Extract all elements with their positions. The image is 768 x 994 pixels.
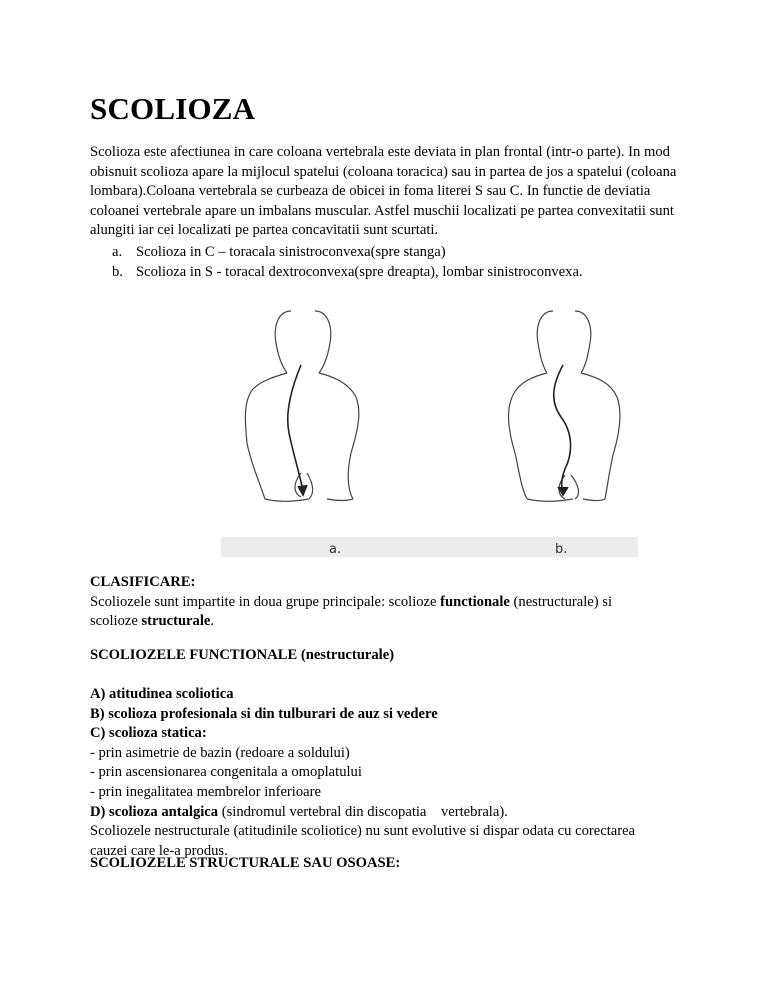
classification-line-2: scolioze structurale. — [90, 613, 215, 630]
item-c-sub: - prin inegalitatea membrelor inferioare — [90, 783, 321, 800]
structural-heading-block — [90, 854, 690, 874]
classification-line-1: Scoliozele sunt impartite in doua grupe principale: scolioze functionale (nestructurale) si — [90, 593, 613, 610]
item-d: D) scolioza antalgica (sindromul vertebral din discopatia vertebrala). — [90, 803, 508, 820]
item-a: A) atitudinea scoliotica — [90, 686, 234, 702]
classification-section — [90, 573, 690, 632]
list-item — [112, 263, 583, 283]
page-title: SCOLIOZA — [90, 91, 256, 126]
functional-list — [90, 685, 690, 861]
scoliosis-types-list — [112, 243, 583, 282]
list-item-label: b. — [112, 263, 123, 280]
list-item-text: Scolioza in C – toracala sinistroconvexa(spre stanga) — [136, 244, 446, 260]
classification-heading: CLASIFICARE: — [90, 574, 196, 590]
scoliosis-illustration — [221, 303, 638, 557]
functional-heading-block — [90, 646, 690, 666]
list-item — [112, 243, 583, 263]
intro-text: Scolioza este afectiunea in care coloana vertebrala este deviata in plan frontal (intr-o parte). In mod obisnuit scolioza apare la mijlocul spatelui (coloana toracica) sau in partea de jos a spatelui (coloana lombara).Coloana vertebrala se curbeaza de obicei in foma literei S sau C. In functie de deviatia coloanei vertebrale apare un imbalans muscular. Astfel muschii localizati pe partea convexitatii sunt alungiti iar cei localizati pe partea concavitatii sunt scurtati. — [90, 144, 677, 239]
item-c-sub: - prin asimetrie de bazin (redoare a soldului) — [90, 744, 350, 761]
item-c: C) scolioza statica: — [90, 725, 207, 742]
figure-a-label: a. — [329, 542, 342, 557]
intro-paragraph — [90, 143, 690, 241]
functional-note-line-1: Scoliozele nestructurale (atitudinile scoliotice) nu sunt evolutive si dispar odata cu corectarea — [90, 823, 636, 840]
structural-heading: SCOLIOZELE STRUCTURALE SAU OSOASE: — [90, 855, 401, 871]
item-b: B) scolioza profesionala si din tulburari de auz si vedere — [90, 705, 438, 722]
functional-heading: SCOLIOZELE FUNCTIONALE (nestructurale) — [90, 647, 395, 663]
list-item-label: a. — [112, 244, 123, 260]
figure-b-label: b. — [555, 542, 568, 557]
caption-strip — [221, 537, 638, 557]
list-item-text: Scolioza in S - toracal dextroconvexa(spre dreapta), lombar sinistroconvexa. — [136, 263, 583, 280]
item-c-sub: - prin ascensionarea congenitala a omoplatului — [90, 764, 362, 781]
functional-note-line-2: cauzei care le-a produs. — [90, 842, 228, 859]
